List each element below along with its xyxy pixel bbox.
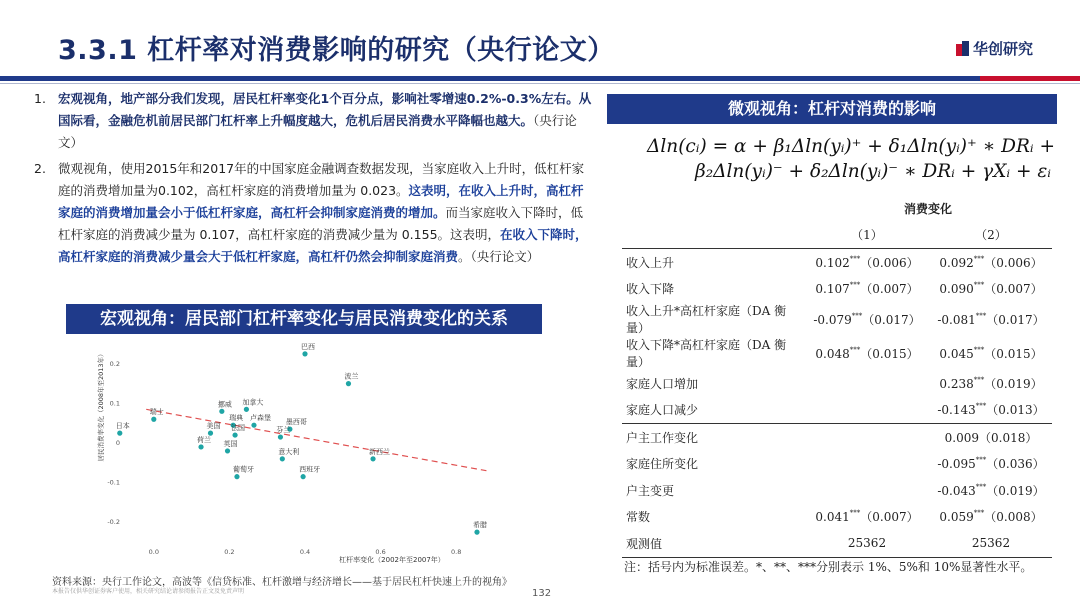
micro-text-3: 。（央行论文） <box>458 249 540 264</box>
table-row <box>622 451 1052 478</box>
micro-highlight-2: 在收入下降时，高杠杆家庭的消费减少量会大于低杠杆家庭，高杠杆仍然会抑制家庭消费 <box>58 227 588 264</box>
table-row <box>622 397 1052 424</box>
column-2-value: -0.095***（0.036） <box>937 456 1045 472</box>
point-label: 波兰 <box>344 372 359 381</box>
scatter-chart <box>94 336 504 564</box>
macro-chart-banner: 宏观视角：居民部门杠杆率变化与居民消费变化的关系 <box>66 304 542 334</box>
row-label: 户主变更 <box>626 483 675 498</box>
point-label: 卢森堡 <box>249 414 271 423</box>
x-axis-label: 杠杆率变化（2002年至2007年） <box>339 556 445 564</box>
point-label: 芬兰 <box>276 426 291 435</box>
row-label: 收入下降 <box>626 282 675 297</box>
table-note: 注：括号内为标准误差。*、**、***分别表示 1%、5%和 10%显著性水平。 <box>624 560 1033 574</box>
scatter-point <box>278 434 283 439</box>
micro-text-1: 微观视角，使用2015年和2017年的中国家庭金融调查数据发现，当家庭收入上升时，低杠杆家庭的消费增加量为0.102，高杠杆家庭的消费增加量为 0.023。 <box>58 161 585 198</box>
scatter-point <box>219 409 224 414</box>
column-1-value: -0.079***（0.017） <box>813 311 921 327</box>
scatter-point <box>117 431 122 436</box>
scatter-point <box>225 448 230 453</box>
paragraph-number: 2. <box>34 161 46 176</box>
table-row <box>622 424 1052 451</box>
column-1-value <box>804 397 930 424</box>
row-label: 观测值 <box>622 530 804 557</box>
micro-banner: 微观视角：杠杆对消费的影响 <box>607 94 1057 124</box>
point-label: 意大利 <box>278 447 300 456</box>
point-label: 挪威 <box>217 400 232 409</box>
column-2-value: -0.043***（0.019） <box>937 482 1045 498</box>
table-header: 消费变化 <box>903 201 952 216</box>
point-label: 希腊 <box>472 521 487 530</box>
scatter-point <box>474 530 479 535</box>
paragraph-number: 1. <box>34 91 46 106</box>
regression-table <box>622 196 1052 558</box>
logo-icon <box>956 41 969 56</box>
header-accent-divider <box>980 76 1080 81</box>
column-2-value: -0.081***（0.017） <box>937 311 1045 327</box>
point-label: 英国 <box>223 439 238 448</box>
point-label: 荷兰 <box>197 435 212 444</box>
column-1-value: 0.048***（0.015） <box>815 345 919 361</box>
column-2-value: 0.092***（0.006） <box>939 254 1043 270</box>
table-row <box>622 530 1052 557</box>
header-divider <box>0 76 1080 81</box>
x-tick-label: 0.4 <box>299 548 311 556</box>
scatter-point <box>208 431 213 436</box>
logo-text: 华创研究 <box>973 40 1034 58</box>
column-2-header: （2） <box>930 220 1052 249</box>
page-title: 3.3.1 杠杆率对消费影响的研究（央行论文） <box>58 35 615 66</box>
macro-source: （央行论文） <box>58 113 577 150</box>
formula-line-1: Δln(cᵢ) = α + β₁Δln(yᵢ)⁺ + δ₁Δln(yᵢ)⁺ ∗ DRᵢ + <box>647 136 1055 157</box>
column-1-value: 0.041***（0.007） <box>815 509 919 525</box>
paragraph-micro <box>34 158 594 268</box>
paragraph-macro <box>34 88 594 154</box>
scatter-point <box>244 407 249 412</box>
scatter-point <box>301 474 306 479</box>
row-label: 收入上升 <box>626 255 675 270</box>
point-label: 巴西 <box>301 342 315 351</box>
point-label: 加拿大 <box>242 398 264 407</box>
disclaimer: 本报告仅供华创证券客户使用，相关研究结论请参阅报告正文及免责声明 <box>52 588 245 595</box>
table-header-row <box>622 196 1052 220</box>
table-row <box>622 370 1052 397</box>
row-label: 收入下降*高杠杆家庭（DA 衡量） <box>626 338 787 369</box>
table-row <box>622 504 1052 531</box>
scatter-point <box>251 423 256 428</box>
scatter-point <box>346 381 351 386</box>
x-tick-label: 0.8 <box>451 548 462 556</box>
y-tick-label: 0 <box>115 439 120 447</box>
point-label: 西班牙 <box>299 465 321 474</box>
column-2-value: 25362 <box>930 530 1052 557</box>
point-label: 墨西哥 <box>285 418 307 427</box>
column-1-value: 0.107***（0.007） <box>815 281 919 297</box>
scatter-point <box>302 351 307 356</box>
x-tick-label: 0.2 <box>224 548 235 556</box>
x-tick-label: 0.0 <box>148 548 159 556</box>
scatter-point <box>280 456 285 461</box>
column-1-value <box>804 451 930 478</box>
point-label: 法国 <box>231 424 246 433</box>
x-tick-label: 0.6 <box>375 548 386 556</box>
scatter-point <box>234 474 239 479</box>
table-column-row <box>622 220 1052 249</box>
column-1-value: 25362 <box>804 530 930 557</box>
macro-finding: 宏观视角，地产部分我们发现，居民杠杆率变化1个百分点，影响社零增速0.2%-0.3%左右。从国际看，金融危机前居民部门杠杆率上升幅度越大，危机后居民消费水平降幅也越大。 <box>58 91 592 128</box>
micro-highlight-1: 这表明，在收入上升时，高杠杆家庭的消费增加量会小于低杠杆家庭，高杠杆会抑制家庭消费的增加。 <box>58 183 584 220</box>
column-1-value <box>804 424 930 451</box>
row-label: 家庭人口减少 <box>626 403 699 418</box>
y-tick-label: -0.2 <box>107 518 120 527</box>
source-note: 资料来源：央行工作论文，高波等《信贷标准、杠杆激增与经济增长——基于居民杠杆快速上升的视角》 <box>52 577 512 588</box>
table-row <box>622 302 1052 336</box>
scatter-point <box>198 444 203 449</box>
y-axis-label: 居民消费率变化（2008年至2013年） <box>97 350 105 462</box>
header-thin-divider <box>0 83 1080 84</box>
brand-logo <box>956 38 1033 59</box>
column-1-value <box>804 370 930 397</box>
row-label: 家庭人口增加 <box>626 376 699 391</box>
row-label: 户主工作变化 <box>622 424 804 451</box>
point-label: 葡萄牙 <box>232 465 254 474</box>
column-2-value: 0.009（0.018） <box>930 424 1052 451</box>
table-row <box>622 249 1052 276</box>
scatter-point <box>370 456 375 461</box>
page-number: 132 <box>532 588 552 599</box>
y-tick-label: 0.1 <box>109 399 120 408</box>
point-label: 美国 <box>206 422 221 431</box>
column-1-value: 0.102***（0.006） <box>815 254 919 270</box>
scatter-point <box>232 432 237 437</box>
column-2-value: 0.045***（0.015） <box>939 345 1043 361</box>
micro-text-2: 而当家庭收入下降时，低杠杆家庭的消费减少量为 0.107，高杠杆家庭的消费减少量为 0.155。这表明， <box>58 205 584 242</box>
column-1-header: （1） <box>804 220 930 249</box>
point-label: 新西兰 <box>369 447 391 456</box>
scatter-svg <box>94 336 504 564</box>
column-2-value: -0.143***（0.013） <box>937 402 1045 418</box>
table-row <box>622 336 1052 370</box>
point-label: 瑞士 <box>149 408 164 417</box>
formula-line-2: β₂Δln(yᵢ)⁻ + δ₂Δln(yᵢ)⁻ ∗ DRᵢ + γXᵢ + εᵢ <box>695 161 1051 182</box>
table-row <box>622 276 1052 303</box>
point-label: 日本 <box>115 422 130 431</box>
point-label: 瑞典 <box>229 414 244 423</box>
column-1-value <box>804 477 930 504</box>
column-2-value: 0.090***（0.007） <box>939 281 1043 297</box>
y-tick-label: -0.1 <box>107 478 120 487</box>
scatter-point <box>151 417 156 422</box>
row-label: 收入上升*高杠杆家庭（DA 衡量） <box>626 304 787 335</box>
y-tick-label: 0.2 <box>109 359 120 368</box>
row-label: 家庭住所变化 <box>626 457 699 472</box>
row-label: 常数 <box>626 510 651 525</box>
column-2-value: 0.238***（0.019） <box>939 375 1043 391</box>
regression-formula <box>625 134 1065 184</box>
column-2-value: 0.059***（0.008） <box>939 509 1043 525</box>
table-row <box>622 477 1052 504</box>
